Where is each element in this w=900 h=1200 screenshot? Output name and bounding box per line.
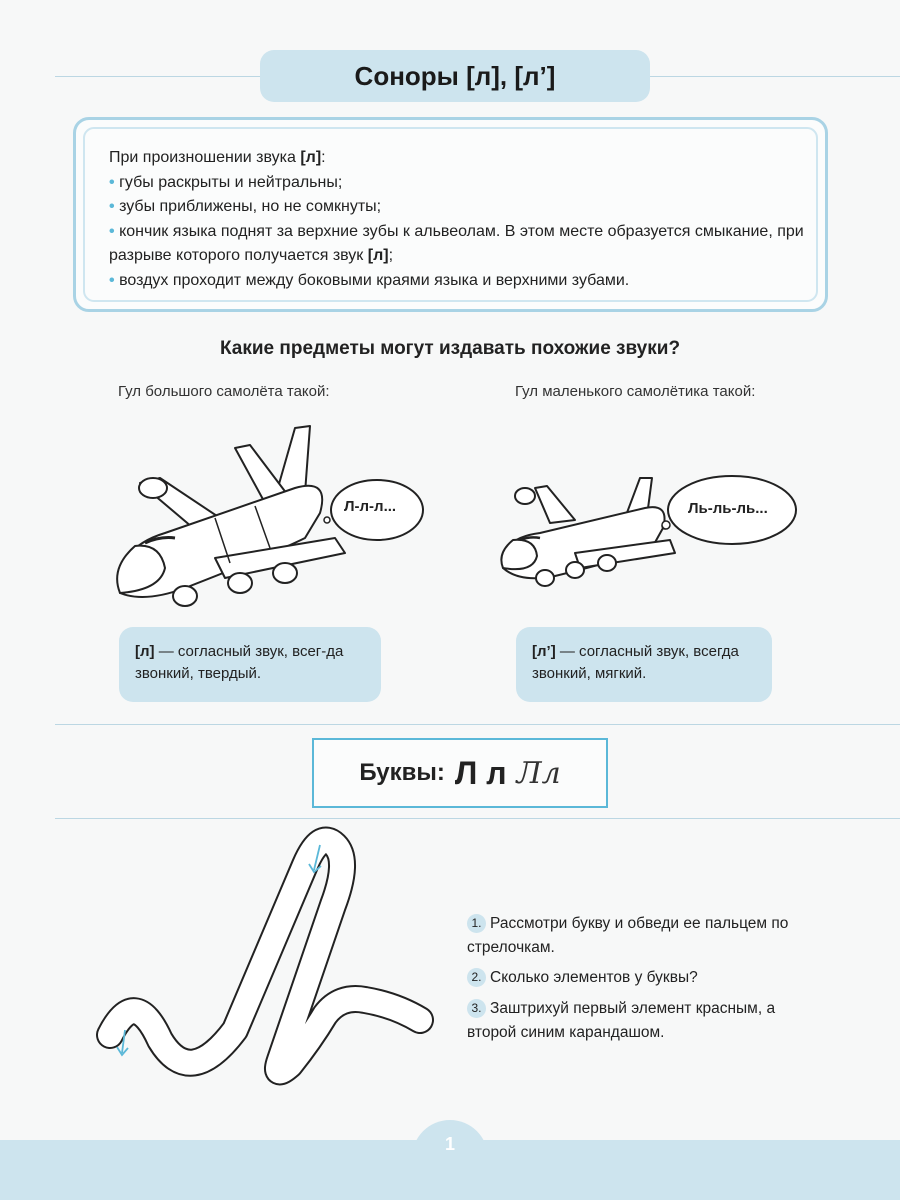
task-text: Заштрихуй первый элемент красным, а второй синим карандашом.: [467, 1000, 776, 1041]
bullet-text: кончик языка поднят за верхние зубы к альвеолам. В этом месте образуется смыкание, при разрыве которого получается звук: [109, 222, 804, 264]
divider-middle: [55, 724, 900, 725]
letters-box: [312, 738, 608, 808]
question-heading: Какие предметы могут издавать похожие звуки?: [219, 338, 681, 359]
soft-sound-text: — согласный звук, всегда звонкий, мягкий.: [532, 643, 739, 682]
articulation-description: [109, 146, 809, 293]
bullet-dot-icon: •: [109, 271, 115, 289]
printed-letters: Л л: [454, 754, 507, 791]
big-plane-caption: Гул большого самолёта такой:: [118, 383, 330, 400]
task-2: [467, 966, 812, 990]
intro-colon: :: [321, 149, 326, 166]
task-text: Рассмотри букву и обведи ее пальцем по стрелочкам.: [467, 915, 789, 956]
task-3: [467, 997, 812, 1045]
soft-sound-fact: [516, 627, 772, 702]
info-bullet-4: [109, 269, 809, 294]
page-number: 1: [444, 1134, 455, 1154]
divider-letters: [55, 818, 900, 819]
info-intro: [109, 146, 809, 171]
hard-sound-label: [л]: [135, 643, 155, 660]
bullet-sound: [л]: [367, 247, 389, 264]
info-bullet-3: [109, 220, 809, 269]
task-text: Сколько элементов у буквы?: [490, 969, 698, 986]
big-plane-sound: Л-л-л...: [344, 498, 397, 515]
soft-sound-label: [л’]: [532, 643, 556, 660]
task-1: [467, 912, 812, 960]
cursive-letter-l-icon: [95, 825, 445, 1125]
bullet-text: зубы приближены, но не сомкнуты;: [119, 198, 382, 215]
hard-sound-text: — согласный звук, всег-да звонкий, твердый.: [135, 643, 344, 682]
intro-text: При произношении звука: [109, 149, 301, 166]
bullet-dot-icon: •: [109, 198, 115, 215]
hard-sound-fact: [119, 627, 381, 702]
task-number-badge: 1.: [467, 914, 486, 933]
small-plane-sound: Ль-ль-ль...: [688, 500, 768, 517]
script-letters: Лл: [516, 755, 561, 791]
info-bullet-2: [109, 195, 809, 220]
bullet-dot-icon: •: [109, 173, 115, 191]
bullet-end: ;: [388, 247, 394, 264]
bullet-dot-icon: •: [109, 222, 115, 240]
bullet-text: воздух проходит между боковыми краями языка и верхними зубами.: [119, 271, 630, 289]
task-number-badge: 3.: [467, 999, 486, 1018]
bullet-text: губы раскрыты и нейтральны;: [119, 173, 343, 191]
small-plane-caption: Гул маленького самолётика такой:: [515, 383, 756, 400]
intro-sound: [л]: [300, 149, 322, 166]
articulation-info-box: [73, 117, 828, 312]
info-bullet-1: [109, 171, 809, 196]
letters-label: Буквы:: [359, 759, 445, 786]
task-number-badge: 2.: [467, 968, 486, 987]
page-title: Соноры [л], [л’]: [260, 50, 650, 102]
